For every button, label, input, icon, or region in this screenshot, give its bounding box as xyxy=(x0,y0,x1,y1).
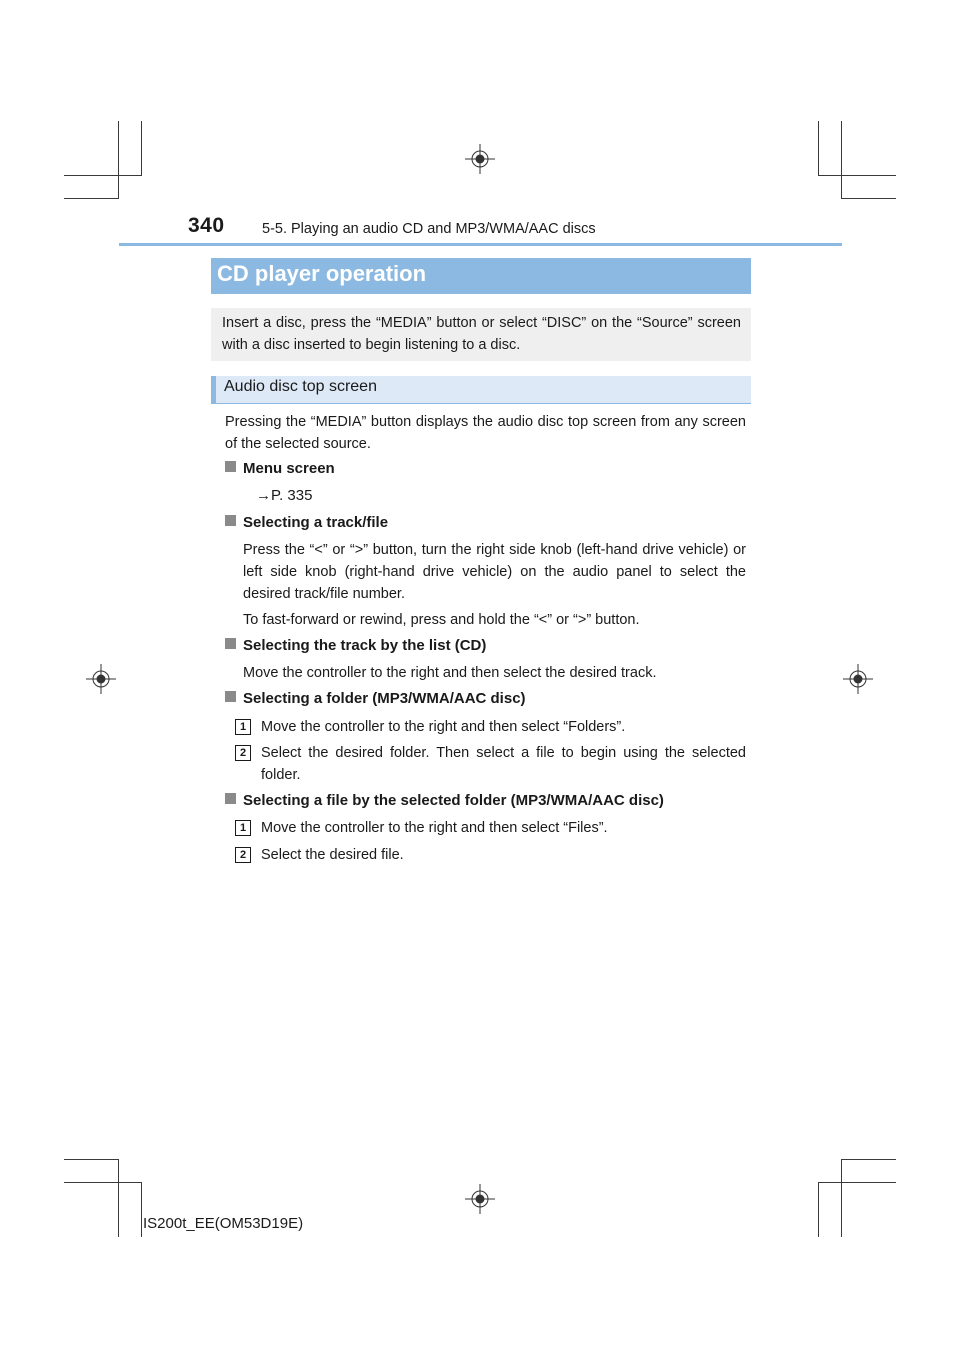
square-bullet-icon xyxy=(225,461,236,472)
registration-mark-icon xyxy=(465,1184,495,1214)
intro-text: Insert a disc, press the “MEDIA” button or select “DISC” on the “Source” screen with a disc inserted to begin listening to a disc. xyxy=(211,308,751,361)
select-track-list-text: Move the controller to the right and then select the desired track. xyxy=(243,665,657,681)
step-number: 1 xyxy=(235,719,251,735)
select-track-text: Press the “<” or “>” button, turn the right side knob (left-hand drive vehicle) or left side knob (right-hand drive vehicle) on the audio panel to select the desired track/file number. xyxy=(243,542,746,602)
list-item xyxy=(235,817,746,839)
step-number: 2 xyxy=(235,847,251,863)
step-text: Move the controller to the right and then select “Files”. xyxy=(261,820,608,836)
heading-select-file: Selecting a file by the selected folder (MP3/WMA/AAC disc) xyxy=(225,792,664,809)
section-title: 5-5. Playing an audio CD and MP3/WMA/AAC discs xyxy=(262,221,596,237)
registration-mark-icon xyxy=(465,144,495,174)
heading-select-folder: Selecting a folder (MP3/WMA/AAC disc) xyxy=(225,690,526,707)
subsection-description: Pressing the “MEDIA” button displays the audio disc top screen from any screen of the selected source. xyxy=(225,414,746,452)
square-bullet-icon xyxy=(225,793,236,804)
step-number: 1 xyxy=(235,820,251,836)
list-item xyxy=(235,742,746,786)
header-rule xyxy=(119,243,842,246)
page-title: CD player operation xyxy=(211,258,751,294)
subsection-title: Audio disc top screen xyxy=(211,376,751,404)
square-bullet-icon xyxy=(225,691,236,702)
square-bullet-icon xyxy=(225,638,236,649)
subsection-accent xyxy=(211,376,216,404)
registration-mark-icon xyxy=(843,664,873,694)
list-item xyxy=(235,716,746,738)
step-text: Select the desired file. xyxy=(261,847,404,863)
page-reference-link: →P. 335 xyxy=(256,487,313,504)
list-item xyxy=(235,844,746,866)
heading-menu-screen: Menu screen xyxy=(225,460,335,477)
step-number: 2 xyxy=(235,745,251,761)
square-bullet-icon xyxy=(225,515,236,526)
step-text: Select the desired folder. Then select a file to begin using the selected folder. xyxy=(261,745,746,783)
document-code: IS200t_EE(OM53D19E) xyxy=(143,1215,304,1232)
step-text: Move the controller to the right and then select “Folders”. xyxy=(261,719,626,735)
page-number: 340 xyxy=(188,214,225,237)
heading-select-track-list: Selecting the track by the list (CD) xyxy=(225,637,486,654)
heading-select-track: Selecting a track/file xyxy=(225,514,388,531)
select-track-fastforward-text: To fast-forward or rewind, press and hold the “<” or “>” button. xyxy=(243,612,640,628)
registration-mark-icon xyxy=(86,664,116,694)
